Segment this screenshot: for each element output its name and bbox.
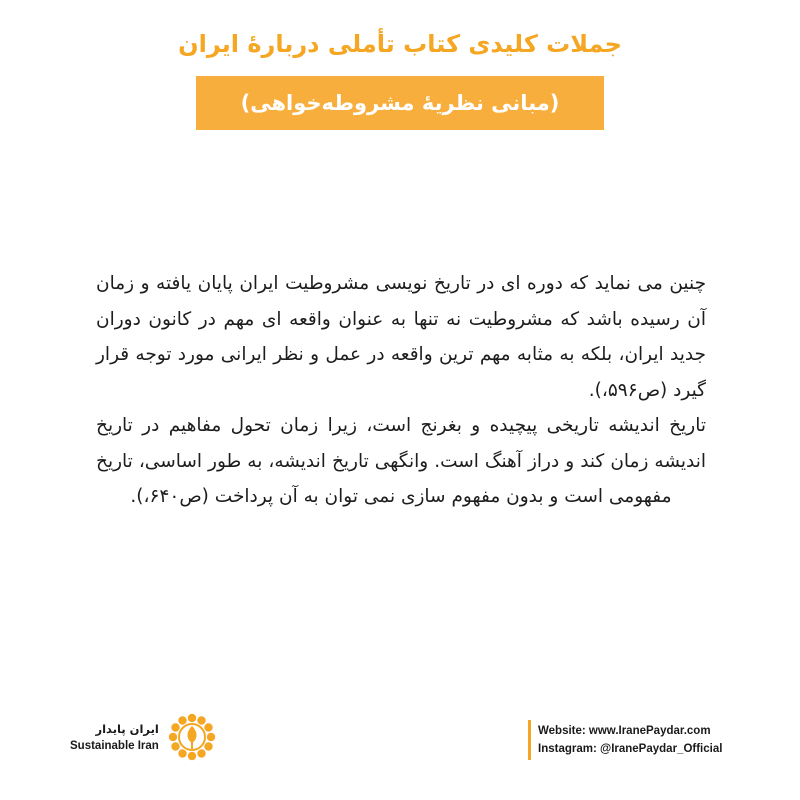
- footer-links: [538, 722, 722, 758]
- website-link[interactable]: Website: www.IranePaydar.com: [538, 725, 711, 737]
- instagram-link[interactable]: Instagram: @IranePaydar_Official: [538, 743, 723, 755]
- quote-body: [96, 266, 706, 515]
- brand-logo: [70, 712, 217, 762]
- brand-name-fa: ایران پایدار: [95, 722, 159, 736]
- subtitle-banner: [196, 76, 604, 130]
- sustainable-iran-logo-icon: [167, 712, 217, 762]
- brand-name: [70, 720, 159, 754]
- page-title: جملات کلیدی کتاب تأملی دربارهٔ ایران: [178, 30, 622, 58]
- quote-paragraph-2: تاریخ اندیشه تاریخی پیچیده و بغرنج است، زیرا زمان تحول مفاهیم در تاریخ اندیشه زمان کند و دراز آهنگ است. وانگهی تاریخ اندیشه، به طور اساسی، تاریخ مفهومی است و بدون مفهوم سازی نمی توان به آن پرداخت (ص۶۴۰،).: [96, 415, 706, 507]
- subtitle-text: (مبانی نظریهٔ مشروطه‌خواهی): [240, 91, 560, 115]
- quote-paragraph-1: چنین می نماید که دوره ای در تاریخ نویسی مشروطیت ایران پایان یافته و زمان آن رسیده باشد که مشروطیت نه تنها به عنوان واقعه ای مهم در کانون دوران جدید ایران، بلکه به مثابه مهم ترین واقعه در عمل و نظر ایرانی مورد توجه قرار گیرد (ص۵۹۶،).: [96, 273, 706, 401]
- brand-name-en: Sustainable Iran: [70, 740, 159, 752]
- footer-divider: [528, 720, 531, 760]
